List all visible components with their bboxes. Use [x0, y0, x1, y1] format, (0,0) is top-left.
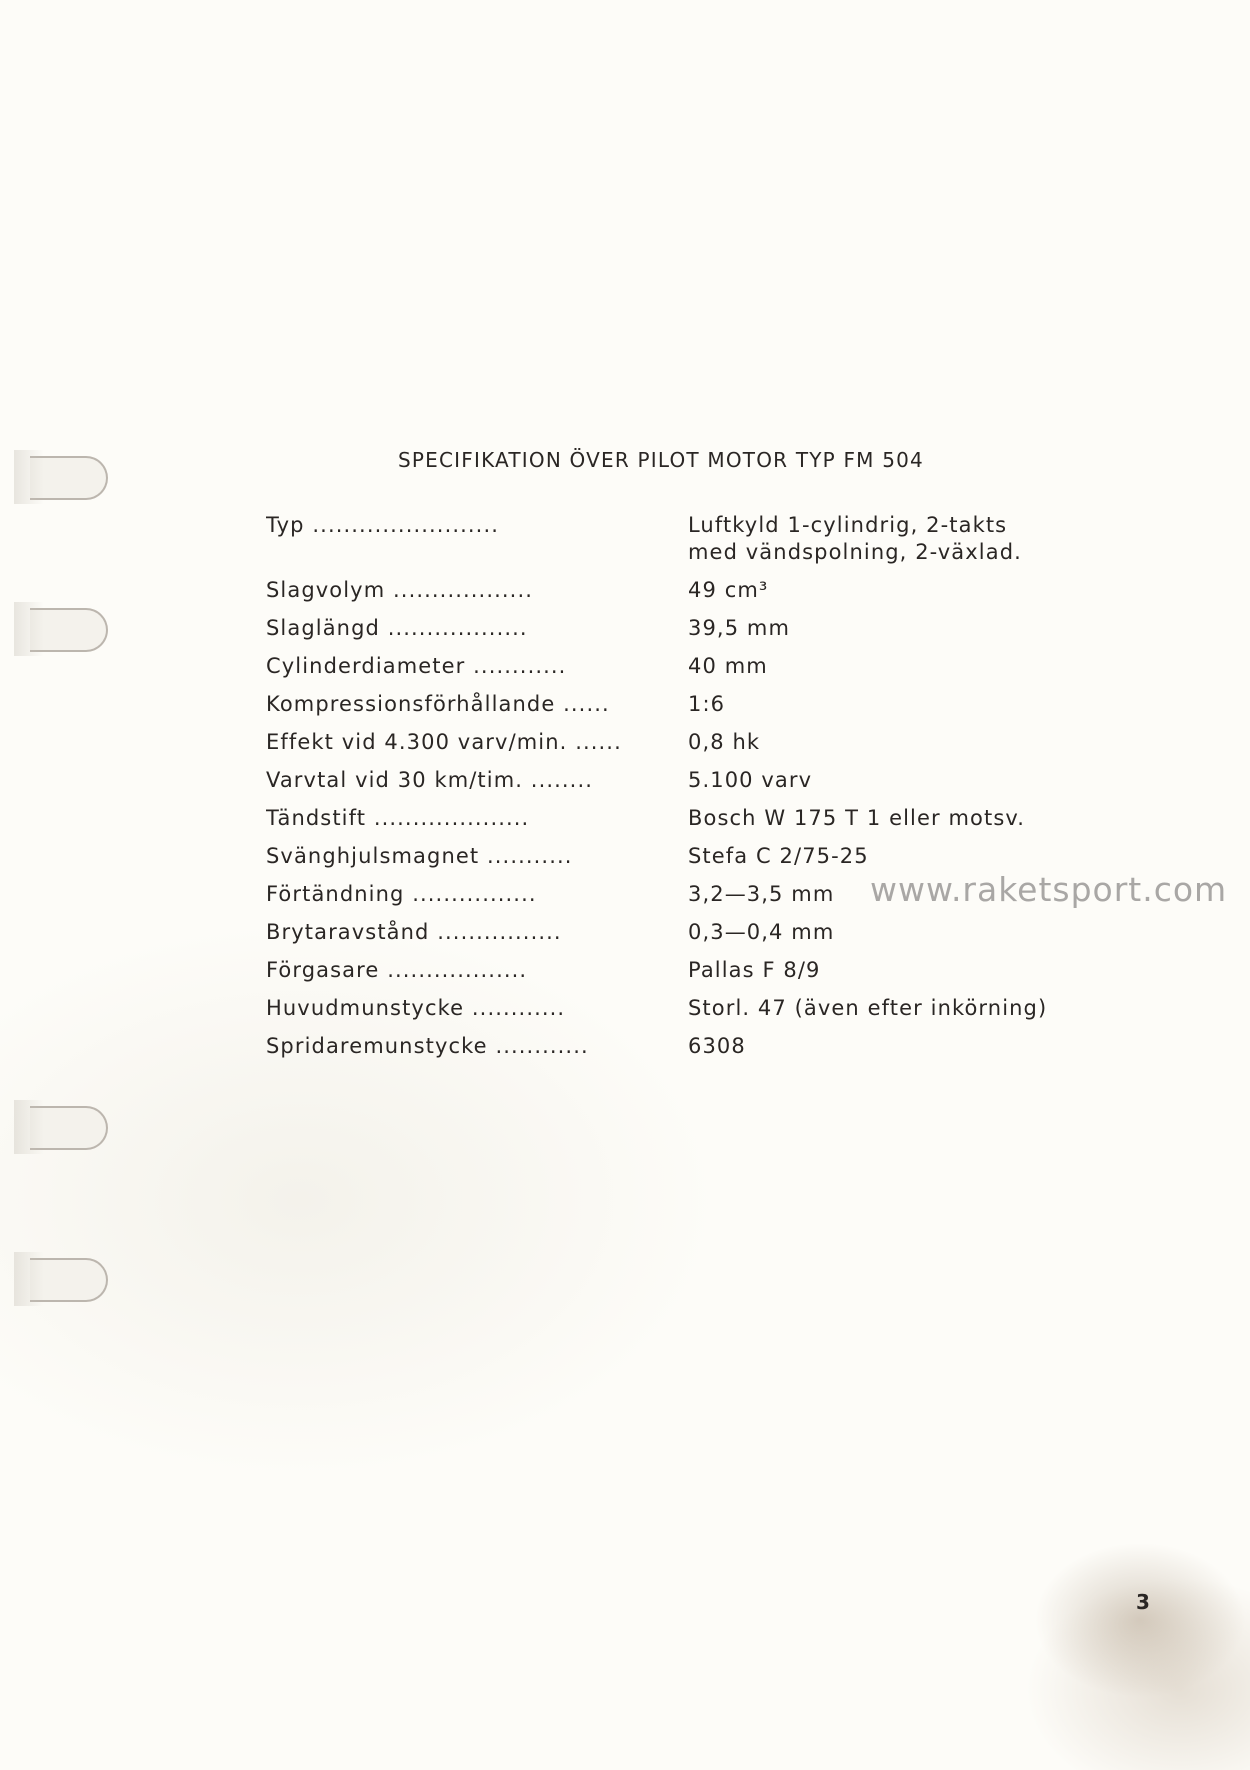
page-number: 3	[1136, 1590, 1150, 1614]
spec-label: Förgasare ..................	[266, 958, 528, 982]
spec-row	[266, 653, 1106, 680]
spec-row	[266, 767, 1106, 794]
spec-value: Stefa C 2/75-25	[688, 844, 869, 868]
punch-hole	[30, 1258, 108, 1302]
spec-label: Tändstift ....................	[266, 806, 530, 830]
spec-value: 40 mm	[688, 654, 768, 678]
spec-label: Svänghjulsmagnet ...........	[266, 844, 573, 868]
spec-value: 3,2—3,5 mm	[688, 882, 835, 906]
spec-label: Effekt vid 4.300 varv/min. ......	[266, 730, 622, 754]
spec-label: Kompressionsförhållande ......	[266, 692, 610, 716]
spec-label: Typ ........................	[266, 513, 499, 537]
spec-label: Spridaremunstycke ............	[266, 1034, 589, 1058]
spec-row	[266, 995, 1106, 1022]
spec-table	[266, 512, 1106, 1071]
spec-row	[266, 805, 1106, 832]
spec-value: 0,3—0,4 mm	[688, 920, 835, 944]
spec-row	[266, 577, 1106, 604]
spec-row	[266, 729, 1106, 756]
spec-value: 39,5 mm	[688, 616, 791, 640]
spec-row	[266, 919, 1106, 946]
spec-value: 49 cm³	[688, 578, 769, 602]
spec-label: Förtändning ................	[266, 882, 537, 906]
punch-hole	[30, 1106, 108, 1150]
spec-value: 5.100 varv	[688, 768, 813, 792]
document-title: SPECIFIKATION ÖVER PILOT MOTOR TYP FM 504	[398, 448, 924, 472]
spec-value: Luftkyld 1-cylindrig, 2-takts med vändspolning, 2-växlad.	[688, 513, 1022, 564]
spec-row	[266, 615, 1106, 642]
spec-value: Bosch W 175 T 1 eller motsv.	[688, 806, 1026, 830]
spec-value: Pallas F 8/9	[688, 958, 821, 982]
spec-label: Cylinderdiameter ............	[266, 654, 567, 678]
watermark: www.raketsport.com	[870, 870, 1228, 909]
spec-value: 0,8 hk	[688, 730, 761, 754]
spec-row	[266, 957, 1106, 984]
spec-value: 6308	[688, 1034, 746, 1058]
spec-label: Huvudmunstycke ............	[266, 996, 566, 1020]
spec-row	[266, 843, 1106, 870]
spec-label: Slagvolym ..................	[266, 578, 533, 602]
spec-label: Varvtal vid 30 km/tim. ........	[266, 768, 594, 792]
spec-label: Brytaravstånd ................	[266, 920, 562, 944]
spec-value: Storl. 47 (även efter inkörning)	[688, 996, 1048, 1020]
spec-row	[266, 512, 1106, 566]
punch-hole	[30, 608, 108, 652]
spec-row	[266, 1033, 1106, 1060]
spec-value: 1:6	[688, 692, 726, 716]
spec-row	[266, 691, 1106, 718]
spec-label: Slaglängd ..................	[266, 616, 528, 640]
